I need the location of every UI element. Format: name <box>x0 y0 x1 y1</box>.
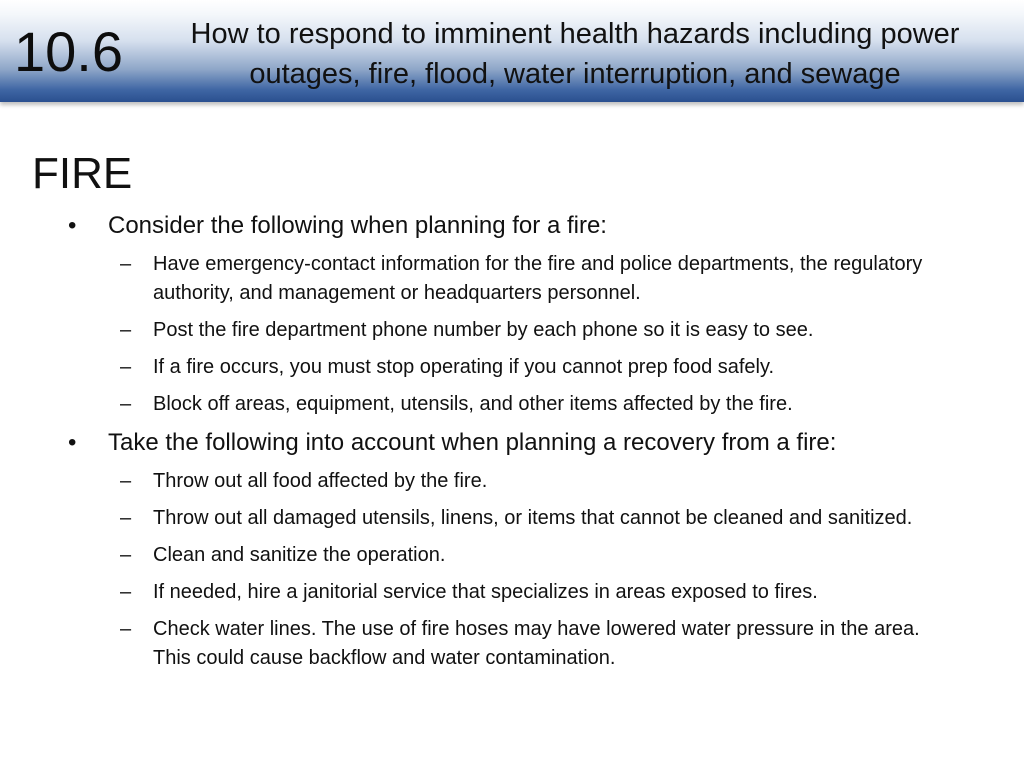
sub-item-text: Clean and sanitize the operation. <box>153 544 446 566</box>
sub-list <box>0 467 1024 673</box>
header-bar <box>0 0 1024 102</box>
sub-item <box>0 615 1024 673</box>
bullet-text: Consider the following when planning for a fire: <box>108 212 607 239</box>
sub-item <box>0 578 1024 607</box>
sub-list <box>0 250 1024 419</box>
dash-marker: – <box>120 356 132 378</box>
sub-item-text: Have emergency-contact information for the fire and police departments, the regulatory authority, and management or headquarters personnel. <box>153 253 923 304</box>
dash-marker: – <box>120 581 132 603</box>
dash-marker: – <box>120 470 132 492</box>
sub-item <box>0 353 1024 382</box>
header-title: How to respond to imminent health hazards including power outages, fire, flood, water interruption, and sewage <box>190 18 960 90</box>
bullet-item <box>0 427 1024 459</box>
dash-marker: – <box>120 253 132 275</box>
dash-marker: – <box>120 393 132 415</box>
dash-marker: – <box>120 544 132 566</box>
section-number: 10.6 <box>14 20 123 83</box>
sub-item <box>0 504 1024 533</box>
bullet-marker: • <box>68 212 77 239</box>
slide-title: FIRE <box>32 149 133 198</box>
sub-item-text: Check water lines. The use of fire hoses may have lowered water pressure in the area. This could cause backflow and water contamination. <box>153 618 920 669</box>
sub-item <box>0 467 1024 496</box>
dash-marker: – <box>120 507 132 529</box>
bullet-list <box>0 210 1024 681</box>
sub-item-text: Block off areas, equipment, utensils, and other items affected by the fire. <box>153 393 793 415</box>
sub-item-text: Throw out all damaged utensils, linens, or items that cannot be cleaned and sanitized. <box>153 507 913 529</box>
bullet-text: Take the following into account when planning a recovery from a fire: <box>108 429 837 456</box>
dash-marker: – <box>120 319 132 341</box>
bullet-marker: • <box>68 429 77 456</box>
sub-item <box>0 390 1024 419</box>
sub-item <box>0 316 1024 345</box>
sub-item-text: If needed, hire a janitorial service that specializes in areas exposed to fires. <box>153 581 818 603</box>
sub-item <box>0 541 1024 570</box>
sub-item-text: Throw out all food affected by the fire. <box>153 470 488 492</box>
bullet-item <box>0 210 1024 242</box>
sub-item-text: If a fire occurs, you must stop operating if you cannot prep food safely. <box>153 356 775 378</box>
dash-marker: – <box>120 618 132 640</box>
sub-item <box>0 250 1024 308</box>
sub-item-text: Post the fire department phone number by each phone so it is easy to see. <box>153 319 814 341</box>
